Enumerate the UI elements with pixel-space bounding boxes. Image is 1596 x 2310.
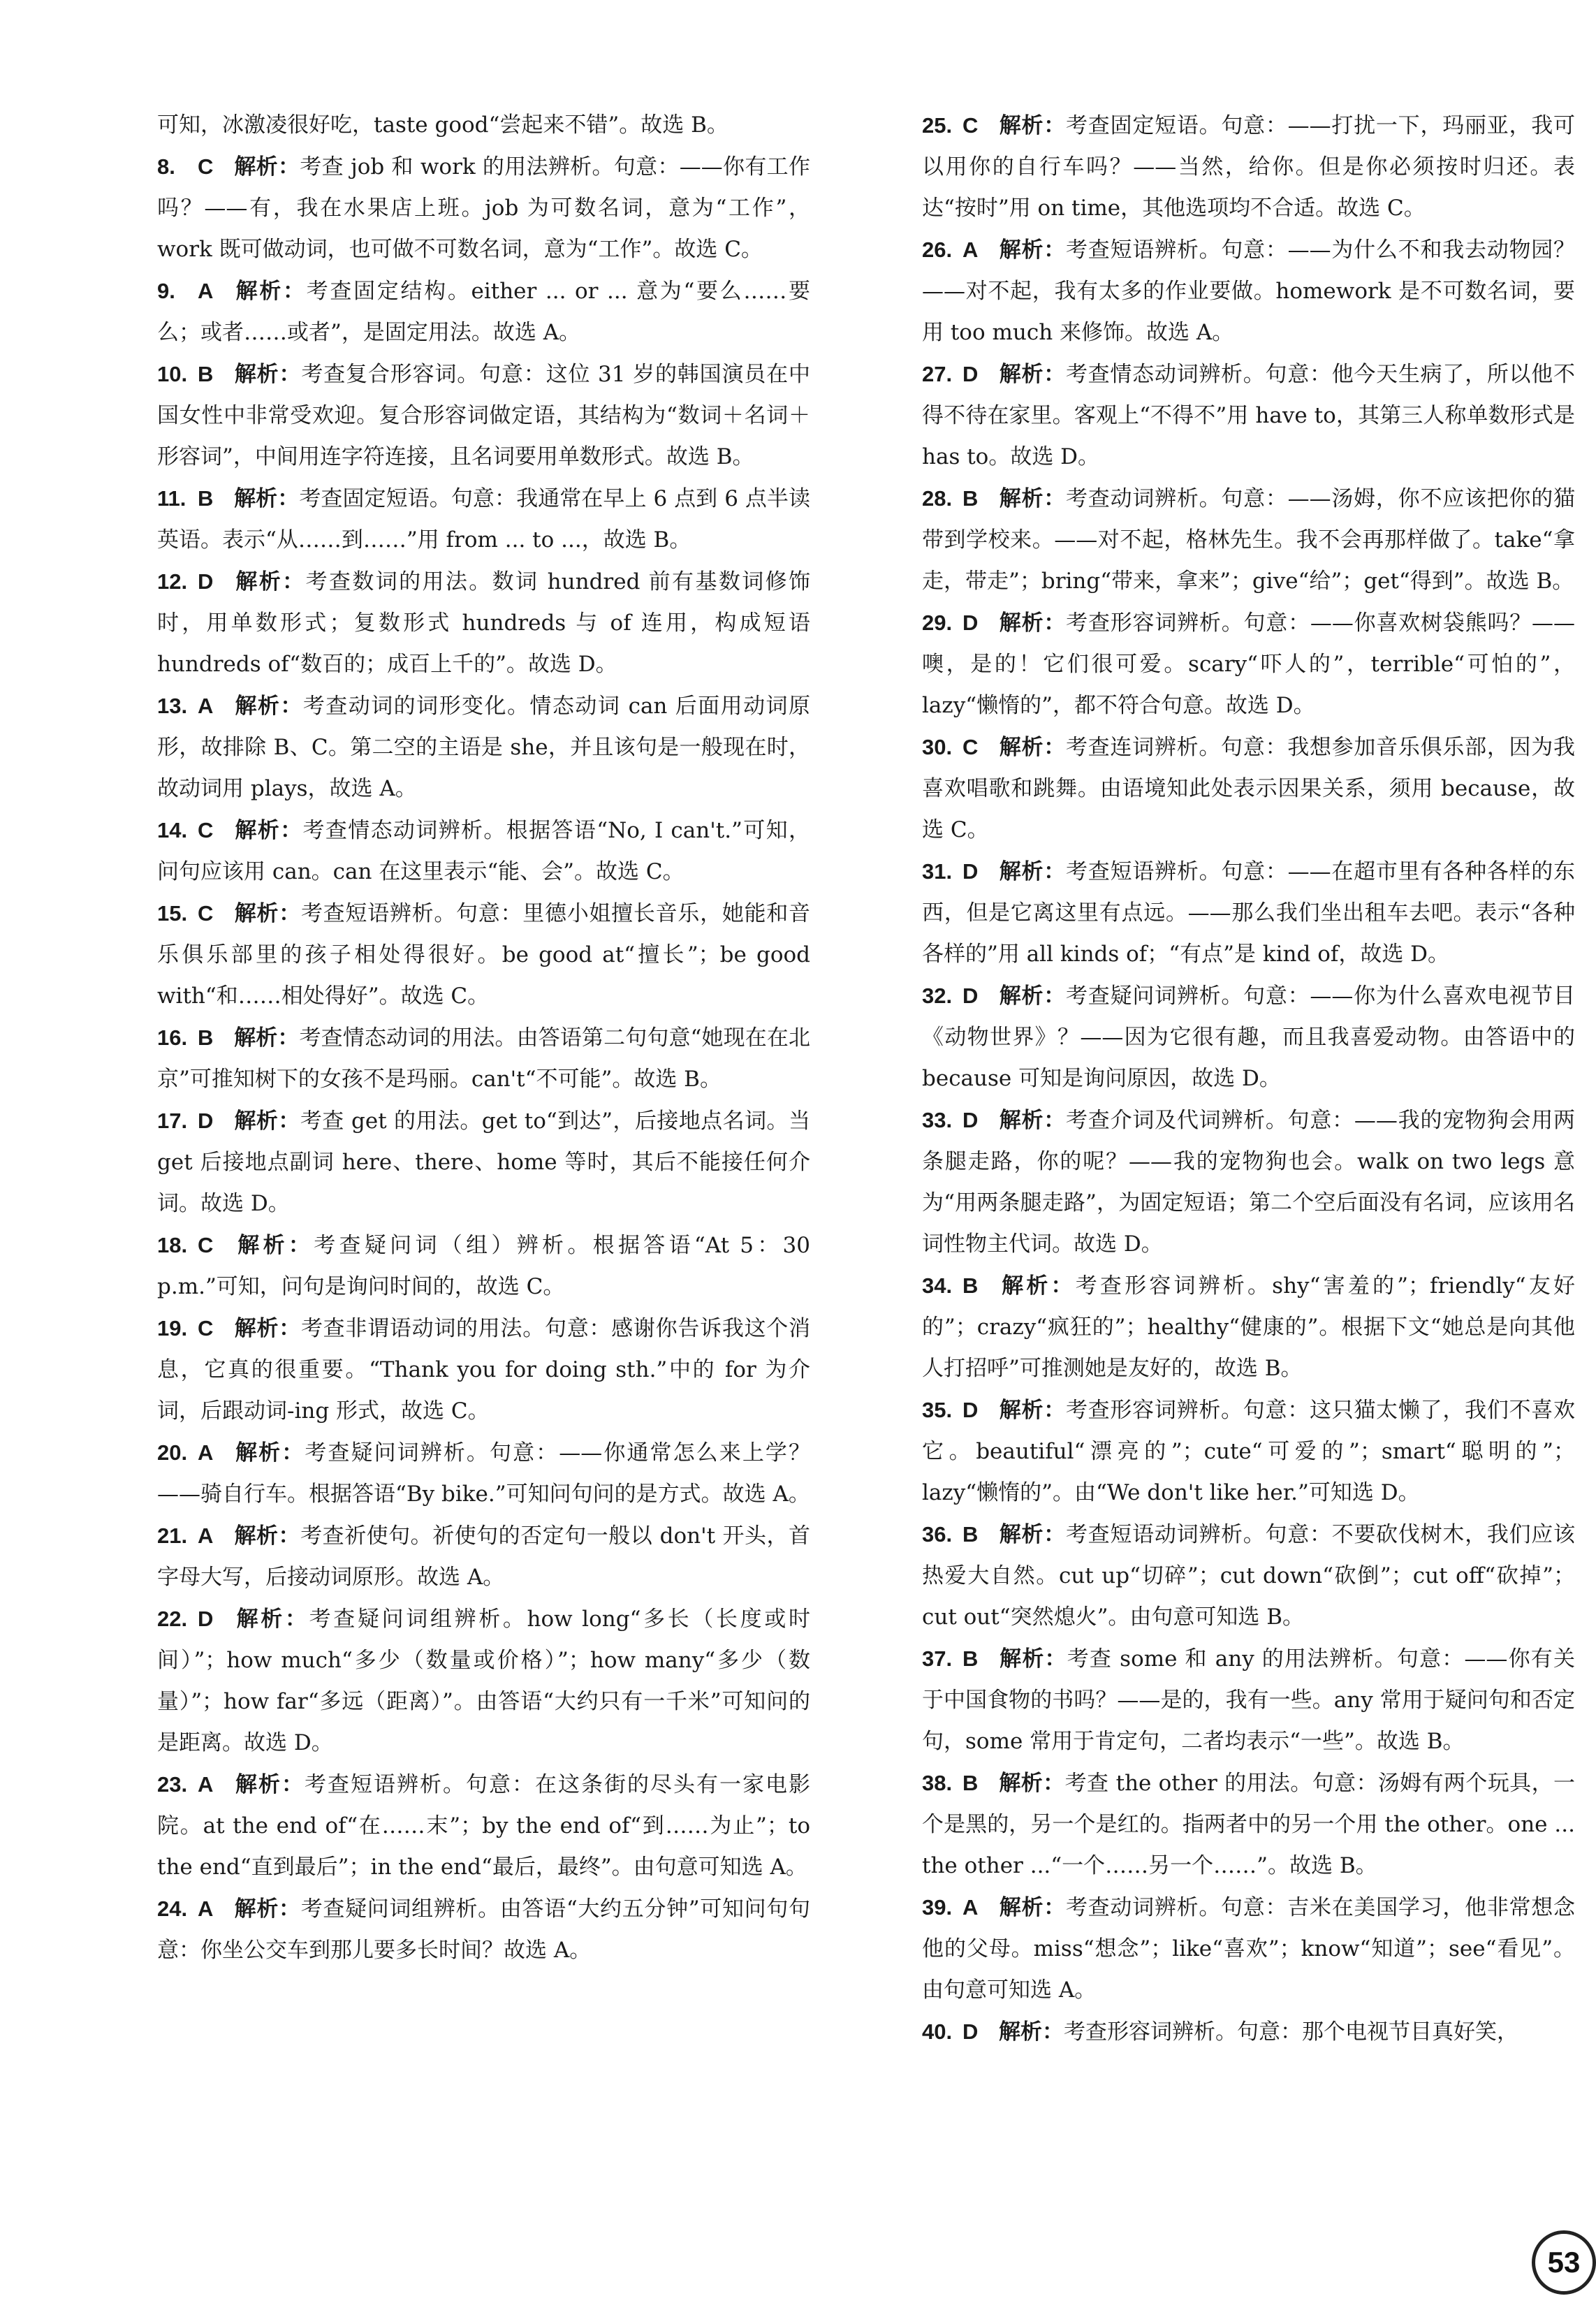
explanation-label: 解析： (999, 113, 1067, 138)
question-number: 19. (157, 1316, 188, 1340)
answer-letter: C (962, 113, 979, 138)
answer-entry (922, 1762, 1575, 1887)
answer-entry (922, 1514, 1575, 1638)
right-column (922, 105, 1575, 2053)
explanation-text: 考查 job 和 work 的用法辨析。句意：——你有工作吗？——有，我在水果店上班。job 为可数名词，意为“工作”，work 既可做动词，也可做不可数名词，意为“工作”。故选 C。 (157, 154, 810, 262)
question-number: 40. (922, 2019, 953, 2044)
question-number: 20. (157, 1440, 188, 1465)
explanation-label: 解析： (234, 279, 307, 304)
answer-entry (157, 1017, 810, 1100)
explanation-text: 考查情态动词辨析。根据答语“No, I can't.”可知，问句应该用 can。can 在这里表示“能、会”。故选 C。 (157, 818, 810, 884)
explanation-label: 解析： (999, 237, 1067, 263)
answer-letter: B (962, 486, 979, 511)
question-number: 33. (922, 1108, 953, 1132)
answer-entry (157, 353, 810, 478)
explanation-text: 考查疑问词辨析。句意：——你通常怎么来上学？——骑自行车。根据答语“By bike.”可知问句问的是方式。故选 A。 (157, 1440, 811, 1507)
question-number: 32. (922, 984, 953, 1008)
question-number: 26. (922, 237, 953, 262)
answer-entry (922, 229, 1575, 353)
left-column (157, 105, 810, 1971)
explanation-text: 考查短语辨析。句意：——为什么不和我去动物园？——对不起，我有太多的作业要做。homework 是不可数名词，要用 too much 来修饰。故选 A。 (922, 237, 1576, 345)
answer-letter: D (962, 1108, 979, 1132)
explanation-label: 解析： (234, 154, 300, 180)
explanation-text: 考查疑问词（组）辨析。根据答语“At 5：30 p.m.”可知，问句是询问时间的，故选 C。 (157, 1233, 811, 1299)
explanation-text: 考查数词的用法。数词 hundred 前有基数词修饰时，用单数形式；复数形式 hundreds 与 of 连用，构成短语 hundreds of“数百的；成百上千的”。故选 D。 (157, 569, 810, 677)
question-number: 24. (157, 1896, 188, 1921)
explanation-label: 解析： (234, 694, 303, 719)
explanation-text: 考查连词辨析。句意：我想参加音乐俱乐部，因为我喜欢唱歌和跳舞。由语境知此处表示因果关系，须用 because，故选 C。 (922, 735, 1576, 842)
answer-letter: C (962, 735, 979, 759)
question-number: 9. (157, 279, 175, 303)
explanation-label: 解析： (234, 1523, 301, 1549)
answer-entry (157, 478, 810, 561)
explanation-text: 考查形容词辨析。shy“害羞的”；friendly“友好的”；crazy“疯狂的”；healthy“健康的”。根据下文“她总是向其他人打招呼”可推测她是友好的，故选 B。 (922, 1273, 1575, 1381)
answer-entry (922, 2011, 1575, 2053)
question-number: 27. (922, 362, 953, 386)
answer-entry (157, 105, 810, 146)
explanation-text: 考查 the other 的用法。句意：汤姆有两个玩具，一个是黑的，另一个是红的。指两者中的另一个用 the other。one ... the other ...“一个……另一个……”。故选 B。 (922, 1771, 1575, 1878)
explanation-text: 考查 some 和 any 的用法辨析。句意：——你有关于中国食物的书吗？——是的，我有一些。any 常用于疑问句和否定句，some 常用于肯定句，二者均表示“一些”。故选 B。 (922, 1646, 1575, 1754)
answer-entry (922, 105, 1575, 229)
explanation-label: 解析： (999, 1522, 1066, 1547)
explanation-text: 考查固定结构。either ... or ... 意为“要么……要么；或者……或者”，是固定用法。故选 A。 (157, 279, 811, 345)
explanation-label: 解析： (999, 1273, 1076, 1299)
question-number: 30. (922, 735, 953, 759)
explanation-text: 考查非谓语动词的用法。句意：感谢你告诉我这个消息，它真的很重要。“Thank you for doing sth.”中的 for 为介词，后跟动词-ing 形式，故选 C。 (157, 1316, 811, 1424)
explanation-label: 解析： (999, 1108, 1067, 1133)
explanation-label: 解析： (234, 1772, 305, 1797)
answer-entry (922, 1887, 1575, 2011)
answer-entry (922, 353, 1575, 478)
explanation-label: 解析： (999, 2019, 1064, 2045)
answer-letter: D (962, 984, 979, 1008)
question-number: 37. (922, 1646, 953, 1671)
explanation-text: 考查祈使句。祈使句的否定句一般以 don't 开头，首字母大写，后接动词原形。故选 A。 (157, 1523, 810, 1590)
answer-letter: C (198, 818, 214, 842)
question-number: 22. (157, 1607, 188, 1631)
answer-entry (157, 1100, 810, 1225)
explanation-label: 解析： (234, 901, 301, 926)
question-number: 34. (922, 1273, 953, 1298)
explanation-label: 解析： (999, 611, 1067, 636)
explanation-text: 考查动词辨析。句意：——汤姆，你不应该把你的猫带到学校来。——对不起，格林先生。我不会再那样做了。take“拿走，带走”；bring“带来，拿来”；give“给”；get“得到”。故选 B。 (922, 486, 1576, 594)
explanation-text: 考查固定短语。句意：——打扰一下，玛丽亚，我可以用你的自行车吗？——当然，给你。但是你必须按时归还。表达“按时”用 on time，其他选项均不合适。故选 C。 (922, 113, 1576, 221)
explanation-label: 解析： (234, 1896, 301, 1922)
answer-entry (157, 810, 810, 893)
question-number: 23. (157, 1772, 188, 1797)
answer-entry (157, 1225, 810, 1308)
answer-letter: A (198, 1440, 214, 1465)
question-number: 31. (922, 859, 953, 884)
question-number: 14. (157, 818, 188, 842)
answer-entry (922, 478, 1575, 602)
explanation-label: 解析： (234, 818, 303, 843)
answer-entry (922, 726, 1575, 851)
answer-letter: B (962, 1646, 979, 1671)
answer-letter: C (198, 901, 214, 926)
explanation-text: 考查介词及代词辨析。句意：——我的宠物狗会用两条腿走路，你的呢？——我的宠物狗也会。walk on two legs 意为“用两条腿走路”，为固定短语；第二个空后面没有名词，应该用名词性物主代词。故选 D。 (922, 1108, 1576, 1257)
answer-letter: A (198, 1523, 214, 1548)
answer-letter: D (198, 1607, 214, 1631)
explanation-label: 解析： (234, 1233, 314, 1258)
answer-letter: B (962, 1273, 979, 1298)
explanation-label: 解析： (999, 486, 1067, 511)
answer-entry (157, 1515, 810, 1598)
question-number: 29. (922, 611, 953, 635)
explanation-text: 考查短语辨析。句意：在这条街的尽头有一家电影院。at the end of“在……末”；by the end of“到……为止”；to the end“直到最后”；in the end“最后，最终”。由句意可知选 A。 (157, 1772, 810, 1880)
question-number: 39. (922, 1895, 953, 1920)
explanation-label: 解析： (234, 1607, 309, 1632)
answer-letter: B (962, 1771, 979, 1795)
answer-letter: A (962, 1895, 979, 1920)
explanation-text: 考查复合形容词。句意：这位 31 岁的韩国演员在中国女性中非常受欢迎。复合形容词做定语，其结构为“数词＋名词＋形容词”，中间用连字符连接，且名词要用单数形式。故选 B。 (157, 362, 811, 469)
answer-letter: C (198, 154, 214, 179)
answer-entry (157, 1308, 810, 1432)
explanation-text: 考查疑问词辨析。句意：——你为什么喜欢电视节目《动物世界》？——因为它很有趣，而且我喜爱动物。由答语中的 because 可知是询问原因，故选 D。 (922, 984, 1576, 1091)
answer-entry (922, 1099, 1575, 1265)
answer-letter: B (198, 1025, 214, 1050)
question-number: 15. (157, 901, 188, 926)
explanation-text: 考查疑问词组辨析。how long“多长（长度或时间）”；how much“多少（数量或价格）”；how many“多少（数量）”；how far“多远（距离）”。由答语“大约只有一千米”可知问的是距离。故选 D。 (157, 1607, 810, 1755)
answer-entry (157, 561, 810, 685)
explanation-label: 解析： (999, 1895, 1066, 1920)
answer-letter: D (198, 569, 214, 594)
explanation-text: 考查形容词辨析。句意：这只猫太懒了，我们不喜欢它。beautiful“漂亮的”；cute“可爱的”；smart“聪明的”；lazy“懒惰的”。由“We don't like her.”可知选 D。 (922, 1398, 1576, 1505)
answer-letter: B (198, 486, 214, 511)
explanation-text: 考查短语辨析。句意：里德小姐擅长音乐，她能和音乐俱乐部里的孩子相处得很好。be good at“擅长”；be good with“和……相处得好”。故选 C。 (157, 901, 811, 1009)
explanation-label: 解析： (234, 1440, 305, 1465)
answer-letter: D (198, 1109, 214, 1133)
explanation-label: 解析： (999, 362, 1066, 387)
question-number: 13. (157, 694, 188, 718)
question-number: 35. (922, 1398, 953, 1422)
page-number-badge (1532, 2230, 1596, 2295)
answer-entry (157, 270, 810, 353)
explanation-label: 解析： (999, 1398, 1066, 1423)
explanation-text: 考查形容词辨析。句意：那个电视节目真好笑， (1064, 2019, 1518, 2045)
explanation-label: 解析： (234, 569, 306, 594)
answer-entry (922, 975, 1575, 1099)
explanation-text: 考查短语动词辨析。句意：不要砍伐树木，我们应该热爱大自然。cut up“切碎”；cut down“砍倒”；cut off“砍掉”；cut out“突然熄火”。由句意可知选 B。 (922, 1522, 1576, 1630)
answer-letter: A (198, 279, 214, 303)
answer-letter: C (198, 1316, 214, 1340)
explanation-text: 考查固定短语。句意：我通常在早上 6 点到 6 点半读英语。表示“从……到……”用 from ... to ...，故选 B。 (157, 486, 810, 553)
question-number: 11. (157, 486, 186, 511)
question-number: 28. (922, 486, 953, 511)
answer-letter: B (198, 362, 214, 386)
explanation-label: 解析： (999, 1771, 1065, 1796)
explanation-label: 解析： (999, 984, 1067, 1009)
explanation-label: 解析： (234, 486, 300, 511)
answer-entry (157, 1888, 810, 1971)
answer-letter: D (962, 611, 979, 635)
question-number: 38. (922, 1771, 953, 1795)
answer-entry (157, 1598, 810, 1764)
answer-entry (157, 893, 810, 1017)
answer-letter: A (962, 237, 979, 262)
answer-letter: D (962, 362, 979, 386)
answer-letter: D (962, 1398, 979, 1422)
question-number: 18. (157, 1233, 188, 1257)
explanation-text: 考查 get 的用法。get to“到达”，后接地点名词。当 get 后接地点副词 here、there、home 等时，其后不能接任何介词。故选 D。 (157, 1109, 810, 1216)
question-number: 21. (157, 1523, 188, 1548)
explanation-text: 考查情态动词的用法。由答语第二句句意“她现在在北京”可推知树下的女孩不是玛丽。can't“不可能”。故选 B。 (157, 1025, 810, 1092)
explanation-label: 解析： (234, 362, 302, 387)
explanation-label: 解析： (999, 1646, 1067, 1672)
question-number: 8. (157, 154, 175, 179)
answer-letter: C (198, 1233, 214, 1257)
answer-letter: A (198, 1896, 214, 1921)
question-number: 25. (922, 113, 953, 138)
explanation-text: 考查短语辨析。句意：——在超市里有各种各样的东西，但是它离这里有点远。——那么我们坐出租车去吧。表示“各种各样的”用 all kinds of；“有点”是 kind of，故选 D。 (922, 859, 1576, 967)
explanation-label: 解析： (234, 1316, 301, 1341)
answer-entry (922, 1265, 1575, 1389)
answer-entry (157, 685, 810, 810)
answer-letter: A (198, 1772, 214, 1797)
explanation-text: 考查疑问词组辨析。由答语“大约五分钟”可知问句句意：你坐公交车到那儿要多长时间？故选 A。 (157, 1896, 810, 1963)
answer-entry (922, 602, 1575, 726)
answer-entry (922, 1389, 1575, 1514)
answer-entry (157, 1432, 810, 1515)
answer-entry (157, 1764, 810, 1888)
answer-entry (922, 1638, 1575, 1762)
question-number: 12. (157, 569, 188, 594)
question-number: 10. (157, 362, 188, 386)
explanation-text: 考查情态动词辨析。句意：他今天生病了，所以他不得不待在家里。客观上“不得不”用 have to，其第三人称单数形式是 has to。故选 D。 (922, 362, 1576, 469)
explanation-text: 考查动词辨析。句意：吉米在美国学习，他非常想念他的父母。miss“想念”；like“喜欢”；know“知道”；see“看见”。由句意可知选 A。 (922, 1895, 1576, 2003)
explanation-text: 考查动词的词形变化。情态动词 can 后面用动词原形，故排除 B、C。第二空的主语是 she，并且该句是一般现在时，故动词用 plays，故选 A。 (157, 694, 811, 801)
answer-letter: D (962, 2019, 979, 2044)
answer-entry (922, 851, 1575, 975)
explanation-label: 解析： (999, 735, 1066, 760)
question-number: 36. (922, 1522, 953, 1547)
answer-letter: B (962, 1522, 979, 1547)
answer-letter: A (198, 694, 214, 718)
explanation-text: 考查形容词辨析。句意：——你喜欢树袋熊吗？——噢，是的！它们很可爱。scary“吓人的”，terrible“可怕的”，lazy“懒惰的”，都不符合句意。故选 D。 (922, 611, 1576, 718)
page-number: 53 (1547, 2246, 1581, 2279)
answer-letter: D (962, 859, 979, 884)
explanation-label: 解析： (234, 1109, 300, 1134)
explanation-label: 解析： (234, 1025, 300, 1051)
question-number: 16. (157, 1025, 188, 1050)
explanation-label: 解析： (999, 859, 1067, 884)
answer-entry (157, 146, 810, 270)
explanation-text: 可知，冰激凌很好吃，taste good“尝起来不错”。故选 B。 (157, 112, 729, 138)
question-number: 17. (157, 1109, 188, 1133)
